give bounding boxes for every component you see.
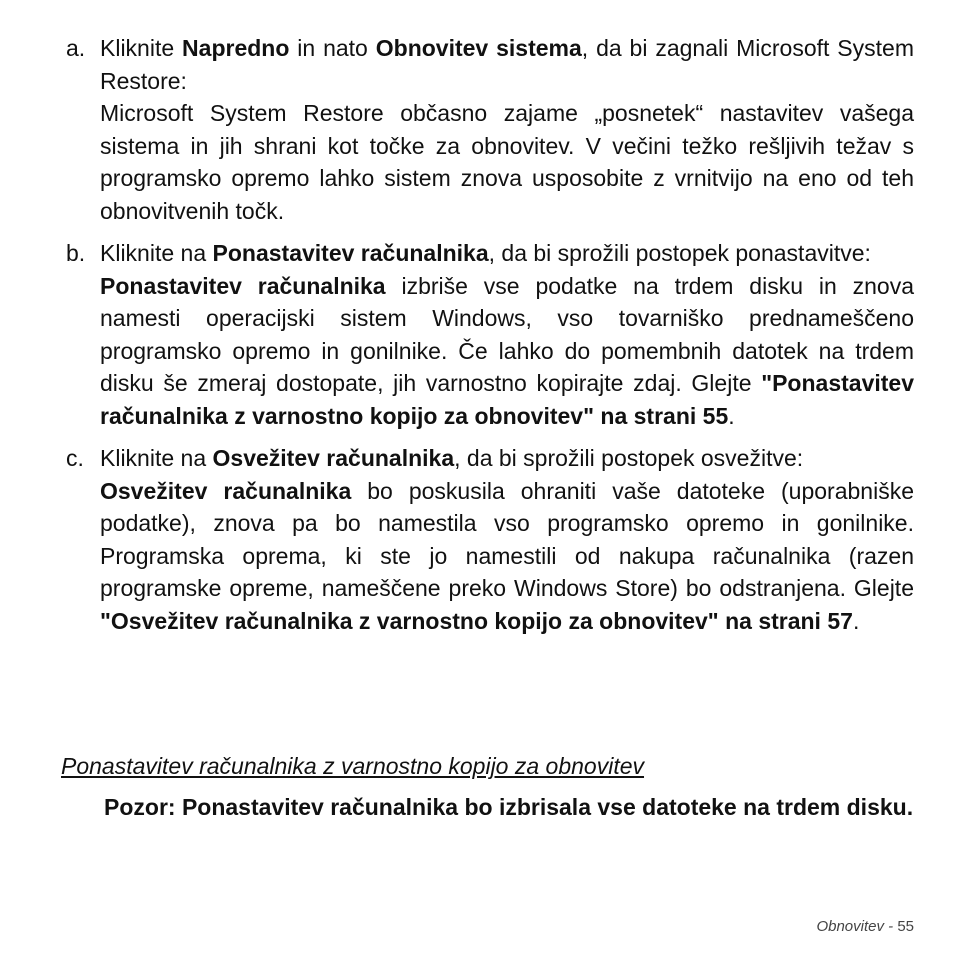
page-footer <box>816 918 914 935</box>
text-run: Kliknite na <box>100 240 213 266</box>
list-item-a <box>66 32 914 227</box>
item-instruction <box>100 237 914 270</box>
list-marker: a. <box>66 35 86 61</box>
item-description <box>100 270 914 433</box>
list-item-b <box>66 237 914 432</box>
section-heading: Ponastavitev računalnika z varnostno kopijo za obnovitev <box>61 753 645 779</box>
bold-term-obnovitev-sistema: Obnovitev sistema <box>375 35 582 61</box>
page-number: 55 <box>897 918 914 935</box>
text-run: . <box>852 607 860 634</box>
item-instruction <box>100 442 914 475</box>
bold-term-osvezitev: Osvežitev računalnika <box>212 445 455 471</box>
text-run: . <box>728 402 735 429</box>
item-description: Microsoft System Restore občasno zajame „posnetek“ nastavitev vašega sistema in jih shrani kot točke za obnovitev. V večini težko rešljivih težav s programsko opremo lahko sistem znova usposobite z vrnitvijo na eno od teh obnovitvenih točk. <box>100 100 914 224</box>
text-run: Kliknite <box>100 35 183 61</box>
text-run: bo poskusila ohraniti vaše datoteke (uporabniške podatke), znova pa bo namestila vso programsko opremo in gonilnike. Programska oprema, ki ste jo namestili od nakupa računalnika (razen programske opreme, nameščene preko Windows Store) bo odstranjena. Glejte <box>100 477 914 601</box>
text-run: , da bi sprožili postopek ponastavitve: <box>488 240 871 266</box>
bold-term-ponastavitev: Ponastavitev računalnika <box>212 240 489 266</box>
bold-term: Ponastavitev računalnika <box>100 272 386 299</box>
list-marker: b. <box>66 240 86 266</box>
item-instruction <box>100 32 914 97</box>
cross-reference: "Ponastavitev računalnika z varnostno kopijo za obnovitev" na strani 55 <box>100 370 914 429</box>
list-marker: c. <box>66 445 84 471</box>
warning-note: Pozor: Ponastavitev računalnika bo izbrisala vse datoteke na trdem disku. <box>104 794 914 820</box>
footer-label: Obnovitev - <box>816 918 898 935</box>
text-run: , da bi sprožili postopek osvežitve: <box>454 445 804 471</box>
bold-term-napredno: Napredno <box>182 35 290 61</box>
list-item-c <box>66 442 914 637</box>
text-run: in nato <box>289 35 376 61</box>
bold-term: Osvežitev računalnika <box>100 477 352 504</box>
text-run: , da bi zagnali Microsoft System Restore: <box>100 35 914 94</box>
cross-reference: "Osvežitev računalnika z varnostno kopijo za obnovitev" na strani 57 <box>100 607 853 634</box>
item-description <box>100 475 914 638</box>
text-run: Kliknite na <box>100 445 213 471</box>
options-list <box>66 32 914 647</box>
text-run: izbriše vse podatke na trdem disku in znova namesti operacijski sistem Windows, vso tovarniško prednameščeno programsko opremo in gonilnike. Če lahko do pomembnih datotek na trdem disku še zmeraj dostopate, jih varnostno kopirajte zdaj. Glejte <box>100 272 914 396</box>
